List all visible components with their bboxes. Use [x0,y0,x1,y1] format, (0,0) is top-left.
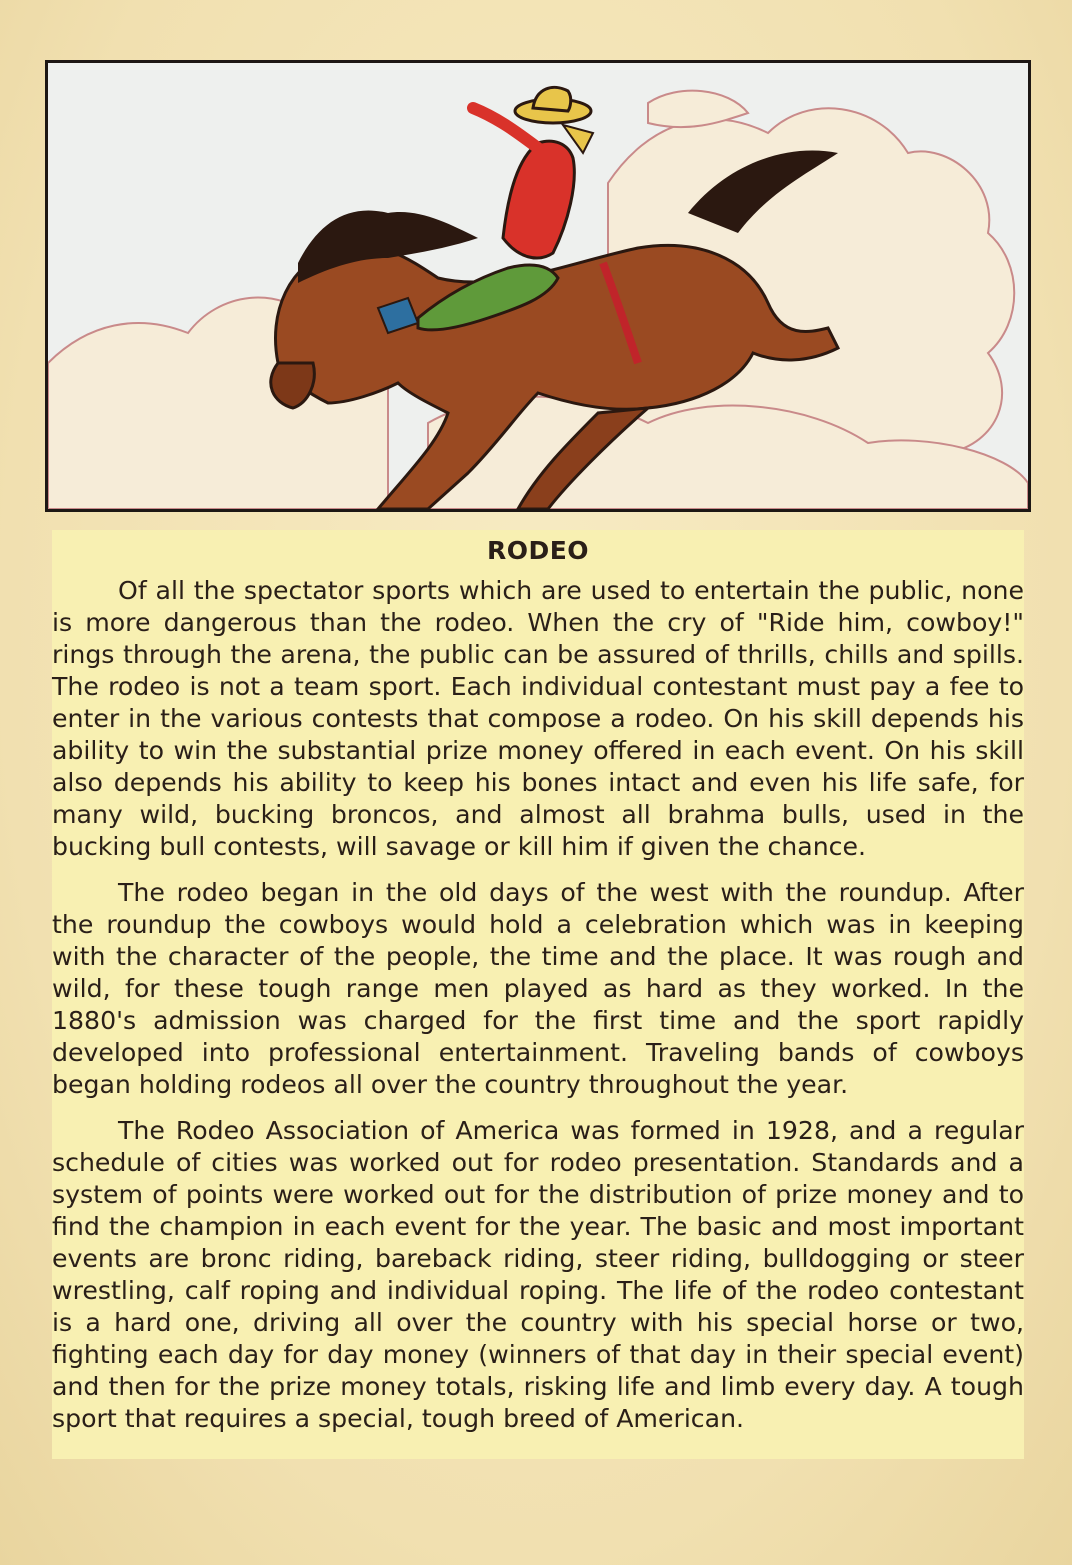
bucking-bronco-illustration [48,63,1028,509]
article-paragraph-3: The Rodeo Association of America was formed in 1928, and a regular schedule of cities was worked out for rodeo presentation. Standards and a system of points were worked out for the distribution of prize money and to find the champion in each event for the year. The basic and most important events are bronc riding, bareback riding, steer riding, bulldogging or steer wrestling, calf roping and individual roping. The life of the rodeo contestant is a hard one, driving all over the country with his special horse or two, fighting each day for day money (winners of that day in their special event) and then for the prize money totals, risking life and limb every day. A tough sport that requires a special, tough breed of American. [52,1116,1024,1433]
article-paragraph-2: The rodeo began in the old days of the west with the roundup. After the roundup the cowboys would hold a celebration which was in keeping with the character of the people, the time and the place. It was rough and wild, for these tough range men played as hard as they worked. In the 1880's admission was charged for the first time and the sport rapidly developed into professional entertainment. Traveling bands of cowboys began holding rodeos all over the country throughout the year. [52,878,1024,1099]
rodeo-illustration-panel [45,60,1031,512]
article-text-block [52,530,1024,1459]
article-paragraph-1: Of all the spectator sports which are used to entertain the public, none is more dangerous than the rodeo. When the cry of "Ride him, cowboy!" rings through the arena, the public can be assured of thrills, chills and spills. The rodeo is not a team sport. Each individual contestant must pay a fee to enter in the various contests that compose a rodeo. On his skill depends his ability to win the substantial prize money offered in each event. On his skill also depends his ability to keep his bones intact and even his life safe, for many wild, bucking broncos, and almost all brahma bulls, used in the bucking bull contests, will savage or kill him if given the chance. [52,576,1024,861]
article-title: RODEO [486,536,590,565]
